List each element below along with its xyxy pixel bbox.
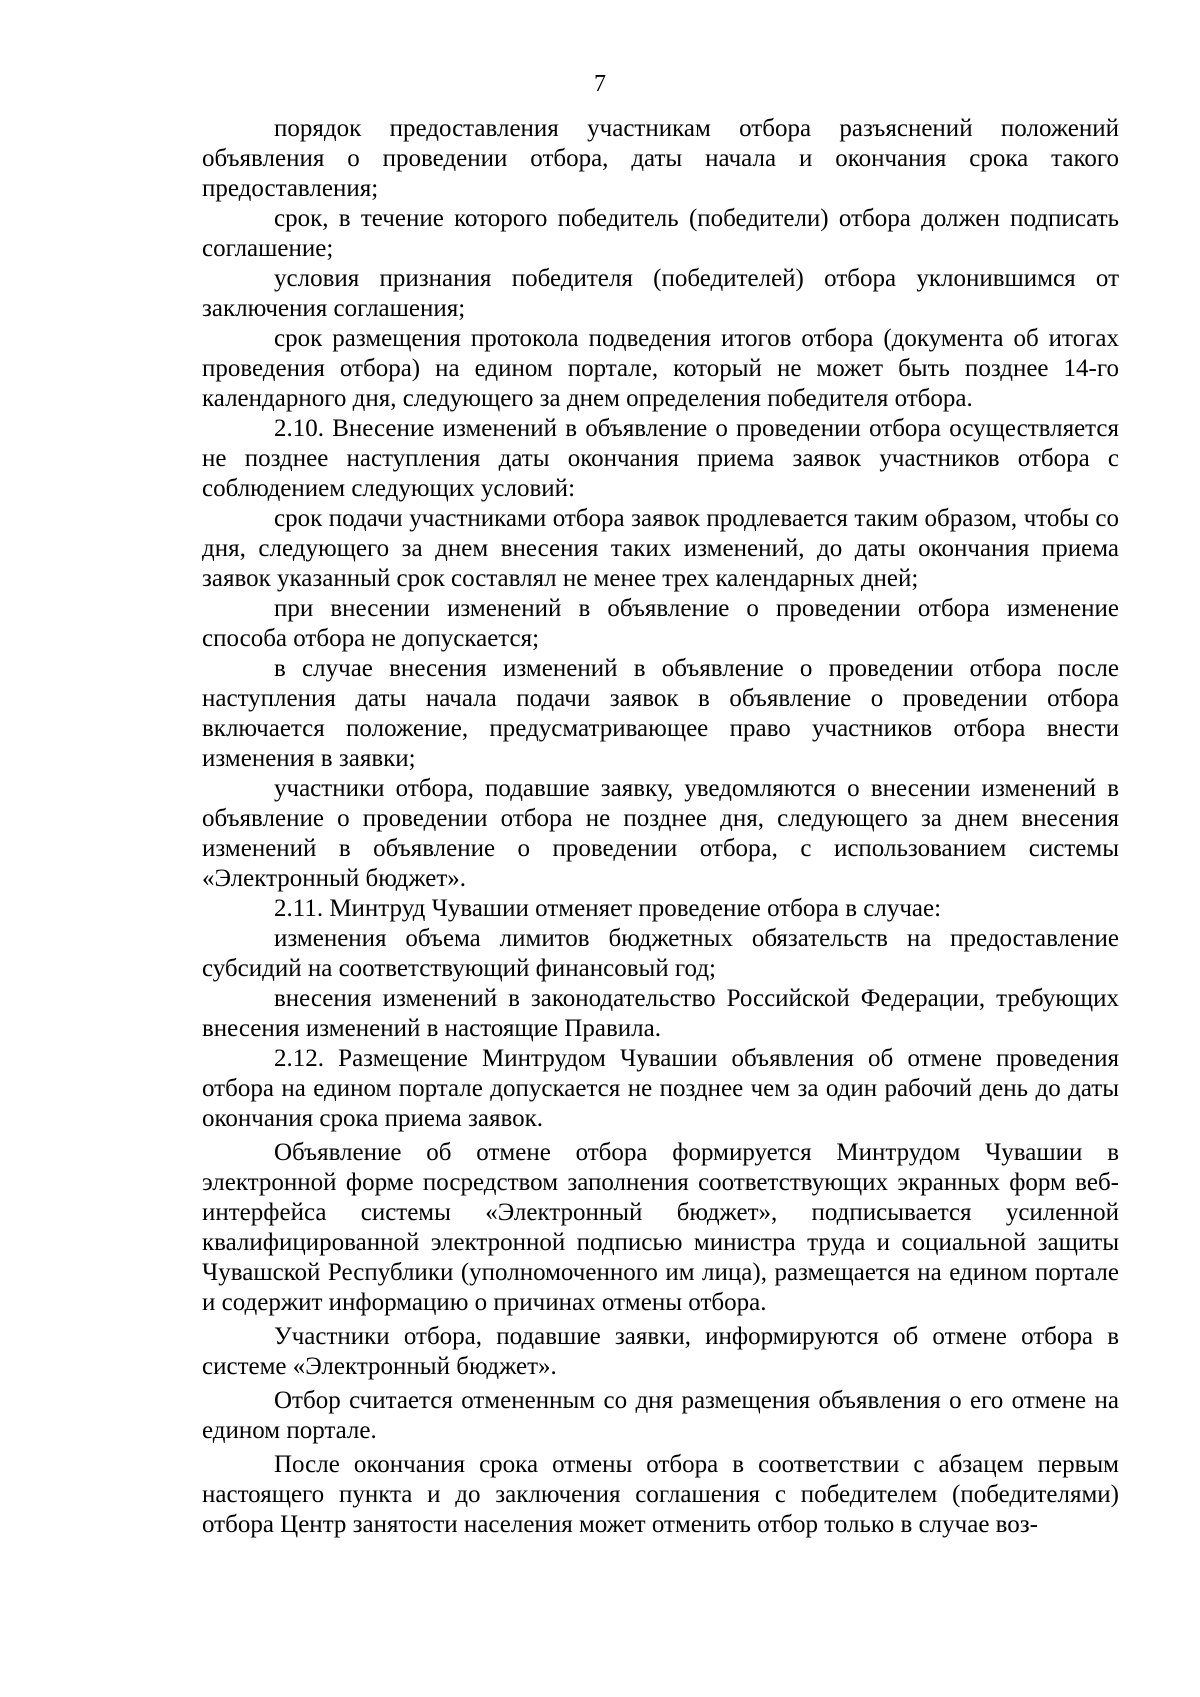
paragraph: участники отбора, подавшие заявку, уведомляются о внесении изменений в объявление о проведении отбора не позднее дня, следующего за днем внесения изменений в объявление о проведении отбора, с использованием системы «Электронный бюджет». — [202, 775, 1119, 892]
paragraph: Отбор считается отмененным со дня размещения объявления о его отмене на едином портале. — [202, 1387, 1119, 1444]
paragraph: условия признания победителя (победителей) отбора уклонившимся от заключения соглашения; — [202, 265, 1119, 322]
page-number: 7 — [594, 71, 606, 97]
paragraph: срок подачи участниками отбора заявок продлевается таким образом, чтобы со дня, следующего за днем внесения таких изменений, до даты окончания приема заявок указанный срок составлял не менее трех календарных дней; — [202, 505, 1119, 592]
paragraph: порядок предоставления участникам отбора разъяснений положений объявления о проведении отбора, даты начала и окончания срока такого предоставления; — [202, 115, 1119, 202]
paragraph: изменения объема лимитов бюджетных обязательств на предоставление субсидий на соответствующий финансовый год; — [202, 925, 1119, 982]
paragraph: Объявление об отмене отбора формируется Минтрудом Чувашии в электронной форме посредством заполнения соответствующих экранных форм веб-интерфейса системы «Электронный бюджет», подписывается усиленной квалифицированной электронной подписью министра труда и социальной защиты Чувашской Республики (уполномоченного им лица), размещается на едином портале и содержит информацию о причинах отмены отбора. — [202, 1139, 1119, 1316]
paragraph: срок, в течение которого победитель (победители) отбора должен подписать соглашение; — [202, 205, 1119, 262]
paragraph: при внесении изменений в объявление о проведении отбора изменение способа отбора не допускается; — [202, 595, 1119, 652]
section-paragraph-2-11: 2.11. Минтруд Чувашии отменяет проведение отбора в случае: — [274, 895, 942, 922]
paragraph: внесения изменений в законодательство Российской Федерации, требующих внесения изменений в настоящие Правила. — [202, 985, 1119, 1042]
section-paragraph-2-12: 2.12. Размещение Минтрудом Чувашии объявления об отмене проведения отбора на едином портале допускается не позднее чем за один рабочий день до даты окончания срока приема заявок. — [202, 1045, 1119, 1132]
paragraph: После окончания срока отмены отбора в соответствии с абзацем первым настоящего пункта и до заключения соглашения с победителем (победителями) отбора Центр занятости населения может отменить отбор только в случае воз- — [202, 1451, 1119, 1538]
paragraph: в случае внесения изменений в объявление о проведении отбора после наступления даты начала подачи заявок в объявление о проведении отбора включается положение, предусматривающее право участников отбора внести изменения в заявки; — [202, 655, 1119, 772]
section-paragraph-2-10: 2.10. Внесение изменений в объявление о проведении отбора осуществляется не позднее наступления даты окончания приема заявок участников отбора с соблюдением следующих условий: — [202, 415, 1119, 502]
paragraph: Участники отбора, подавшие заявки, информируются об отмене отбора в системе «Электронный бюджет». — [202, 1323, 1119, 1380]
document-body — [202, 114, 1119, 1540]
paragraph: срок размещения протокола подведения итогов отбора (документа об итогах проведения отбора) на едином портале, который не может быть позднее 14-го календарного дня, следующего за днем определения победителя отбора. — [202, 325, 1119, 412]
